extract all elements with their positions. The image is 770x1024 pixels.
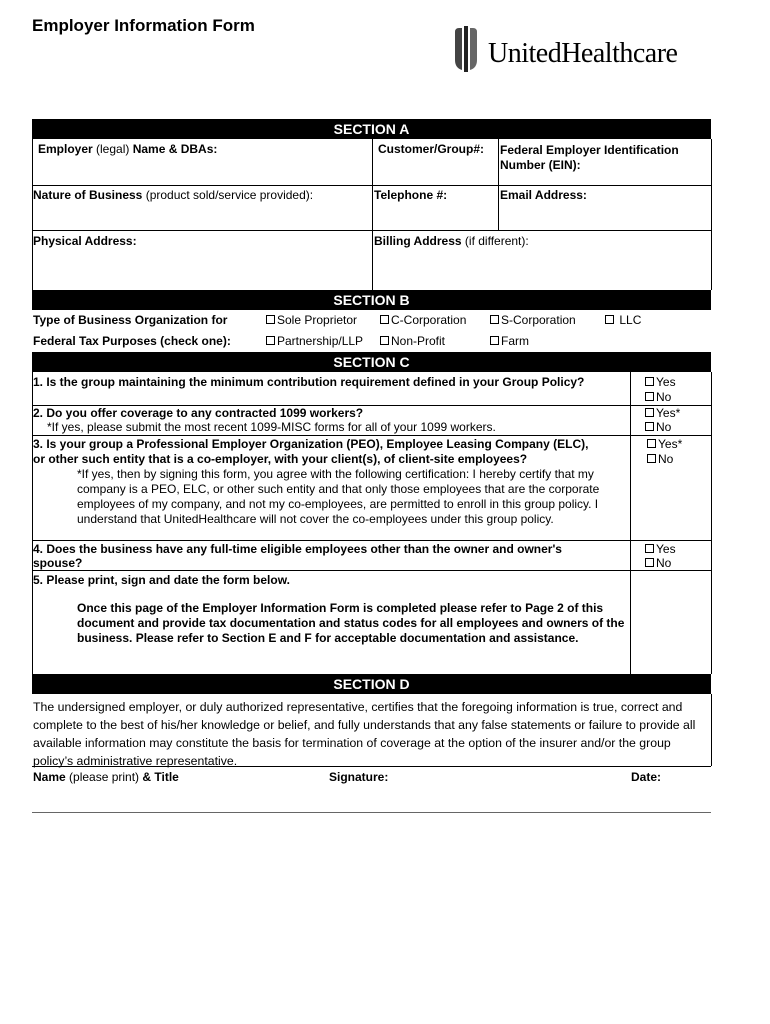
question-2-note: *If yes, please submit the most recent 1099-MISC forms for all of your 1099 workers. xyxy=(47,420,496,434)
q1-no[interactable]: No xyxy=(645,390,671,404)
option-s-corporation[interactable]: S-Corporation xyxy=(490,313,576,327)
checkbox-icon[interactable] xyxy=(645,558,654,567)
business-type-label-line1: Type of Business Organization for xyxy=(33,313,228,327)
question-3-certification: *If yes, then by signing this form, you agree with the following certification: I hereby certify that my company is a PEO, ELC, or other such entity and that only those employees that are the corporate employees of my company, and not my co-employees, are permitted to enroll in this group policy. I understand that UnitedHealthcare will not cover the co-employees under this group policy. xyxy=(77,467,600,526)
section-c-border-right xyxy=(711,372,712,674)
q2-yes[interactable]: Yes* xyxy=(645,406,680,420)
brand-name: UnitedHealthcare xyxy=(488,38,678,69)
fein-label-line2: Number (EIN): xyxy=(500,158,581,172)
telephone-label: Telephone #: xyxy=(374,188,448,202)
section-a-border-left xyxy=(32,139,33,290)
question-1: 1. Is the group maintaining the minimum contribution requirement defined in your Group Policy? xyxy=(33,375,585,389)
checkbox-icon[interactable] xyxy=(266,315,275,324)
section-c-row-divider xyxy=(32,570,711,571)
checkbox-icon[interactable] xyxy=(645,544,654,553)
checkbox-icon[interactable] xyxy=(490,315,499,324)
employer-name-label: Employer (legal) Name & DBAs: xyxy=(38,142,218,156)
option-sole-proprietor[interactable]: Sole Proprietor xyxy=(266,313,357,327)
billing-address-label: Billing Address (if different): xyxy=(374,234,529,248)
checkbox-icon[interactable] xyxy=(266,336,275,345)
date-label: Date: xyxy=(631,770,662,784)
question-3-line1: 3. Is your group a Professional Employer Organization (PEO), Employee Leasing Company (ELC), xyxy=(33,437,589,451)
question-3-line2: or other such entity that is a co-employer, with your client(s), of client-site employees? xyxy=(33,452,528,466)
option-non-profit[interactable]: Non-Profit xyxy=(380,334,445,348)
checkbox-icon[interactable] xyxy=(647,454,656,463)
question-5: 5. Please print, sign and date the form below. xyxy=(33,573,290,587)
unitedhealthcare-logo-icon xyxy=(452,26,482,74)
email-address-label: Email Address: xyxy=(500,188,587,202)
signature-label: Signature: xyxy=(329,770,389,784)
section-c-heading: SECTION C xyxy=(32,352,711,372)
section-a-heading: SECTION A xyxy=(32,119,711,139)
section-a-border-right xyxy=(711,139,712,290)
option-c-corporation[interactable]: C-Corporation xyxy=(380,313,466,327)
q3-yes[interactable]: Yes* xyxy=(647,437,682,451)
option-farm[interactable]: Farm xyxy=(490,334,529,348)
checkbox-icon[interactable] xyxy=(490,336,499,345)
customer-group-label: Customer/Group#: xyxy=(378,142,485,156)
section-b-heading: SECTION B xyxy=(32,290,711,310)
option-llc[interactable]: LLC xyxy=(605,313,641,327)
physical-address-label: Physical Address: xyxy=(33,234,137,248)
section-d-heading: SECTION D xyxy=(32,674,711,694)
checkbox-icon[interactable] xyxy=(647,439,656,448)
q4-no[interactable]: No xyxy=(645,556,671,570)
checkbox-icon[interactable] xyxy=(645,392,654,401)
section-c-row-divider xyxy=(32,435,711,436)
checkbox-icon[interactable] xyxy=(645,422,654,431)
nature-of-business-label: Nature of Business (product sold/service provided): xyxy=(33,188,314,202)
completion-instructions: Once this page of the Employer Information Form is completed please refer to Page 2 of this document and provide tax documentation and status codes for all employees and owners of the business. Please refer to Section E and F for acceptable documentation and assistance. xyxy=(77,601,625,645)
business-type-label-line2: Federal Tax Purposes (check one): xyxy=(33,334,231,348)
q3-no[interactable]: No xyxy=(647,452,673,466)
checkbox-icon[interactable] xyxy=(605,315,614,324)
fein-label-line1: Federal Employer Identification xyxy=(500,143,679,157)
question-2: 2. Do you offer coverage to any contracted 1099 workers? xyxy=(33,406,364,420)
signature-line[interactable] xyxy=(32,812,711,813)
q4-yes[interactable]: Yes xyxy=(645,542,676,556)
name-title-label: Name (please print) & Title xyxy=(33,770,179,784)
checkbox-icon[interactable] xyxy=(380,315,389,324)
q1-yes[interactable]: Yes xyxy=(645,375,676,389)
certification-statement: The undersigned employer, or duly authorized representative, certifies that the foregoing information is true, correct and complete to the best of his/her knowledge or belief, and fully understands that any false statements or failure to provide all available information may constitute the basis for termination of coverage at the option of the insurer and/or the group policy’s administrative representative. xyxy=(33,700,696,768)
q2-no[interactable]: No xyxy=(645,420,671,434)
checkbox-icon[interactable] xyxy=(645,408,654,417)
section-a-col-divider xyxy=(498,139,499,230)
section-a-col-divider xyxy=(372,139,373,290)
question-4-line2: spouse? xyxy=(33,556,83,570)
page-title: Employer Information Form xyxy=(32,16,255,35)
checkbox-icon[interactable] xyxy=(645,377,654,386)
section-d-border-right xyxy=(711,694,712,766)
section-c-row-divider xyxy=(32,540,711,541)
question-4-line1: 4. Does the business have any full-time eligible employees other than the owner and owner's xyxy=(33,542,562,556)
section-c-answer-divider xyxy=(630,372,631,674)
option-partnership-llp[interactable]: Partnership/LLP xyxy=(266,334,363,348)
checkbox-icon[interactable] xyxy=(380,336,389,345)
